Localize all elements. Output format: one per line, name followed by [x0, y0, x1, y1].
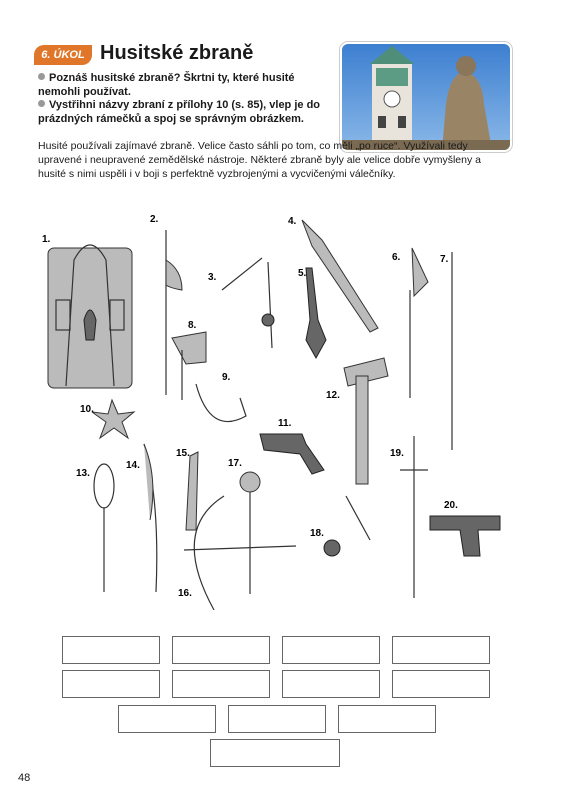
- page-number: 48: [18, 772, 31, 784]
- throwing-star-icon: [92, 400, 134, 438]
- weapon-number: 9.: [222, 372, 231, 383]
- weapon-number: 10.: [80, 404, 94, 415]
- war-scythe-icon: [144, 444, 157, 592]
- pavise-shield-icon: [48, 245, 132, 388]
- answer-box[interactable]: [172, 636, 270, 664]
- bullet-icon: [38, 73, 45, 80]
- instruction-2: Vystřihni názvy zbraní z přílohy 10 (s. 85), vlep je do prázdných rámečků a spoj se správným obrázkem.: [38, 99, 321, 125]
- weapon-number: 17.: [228, 458, 242, 469]
- weapons-illustration: [0, 200, 562, 610]
- weapon-number: 6.: [392, 252, 401, 263]
- weapon-number: 13.: [76, 468, 90, 479]
- answer-box[interactable]: [338, 705, 436, 733]
- glaive-icon: [410, 248, 428, 398]
- answer-box[interactable]: [118, 705, 216, 733]
- axe-icon: [172, 332, 206, 400]
- weapon-number: 20.: [444, 500, 458, 511]
- answer-box[interactable]: [228, 705, 326, 733]
- answer-box[interactable]: [172, 670, 270, 698]
- answer-box[interactable]: [282, 636, 380, 664]
- answer-box[interactable]: [392, 636, 490, 664]
- weapon-number: 15.: [176, 448, 190, 459]
- weapon-number: 18.: [310, 528, 324, 539]
- assault-rifle-icon: [306, 268, 326, 358]
- revolver-icon: [260, 434, 324, 474]
- weapon-number: 11.: [278, 418, 292, 429]
- pistol-icon: [430, 516, 500, 556]
- crossbow-icon: [184, 496, 296, 610]
- war-hammer-icon: [344, 358, 388, 484]
- halberd-icon: [166, 230, 182, 395]
- answer-box[interactable]: [62, 636, 160, 664]
- answer-box[interactable]: [282, 670, 380, 698]
- weapon-number: 1.: [42, 234, 51, 245]
- task-badge: 6. ÚKOL: [34, 45, 92, 65]
- flail-icon: [222, 258, 274, 348]
- instruction-1: Poznáš husitské zbraně? Škrtni ty, které husité nemohli používat.: [38, 72, 295, 98]
- answer-box[interactable]: [392, 670, 490, 698]
- answer-box[interactable]: [62, 670, 160, 698]
- weapon-number: 14.: [126, 460, 140, 471]
- answer-box[interactable]: [210, 739, 340, 767]
- weapon-number: 19.: [390, 448, 404, 459]
- bullet-icon: [38, 100, 45, 107]
- sickle-icon: [196, 384, 246, 422]
- weapon-number: 2.: [150, 214, 159, 225]
- weapon-number: 8.: [188, 320, 197, 331]
- chain-flail-icon: [324, 496, 370, 556]
- weapon-number: 3.: [208, 272, 217, 283]
- intro-paragraph: Husité používali zajímavé zbraně. Velice často sáhli po tom, co měli „po ruce“. Využívali tedy upravené i neupravené zemědělské nástroje. Některé zbraně byly ale velice dobře vymyšleny a husité s nimi uspěli i v boji s perfektně vyzbrojenými a vycvičenými válečníky.: [38, 140, 481, 180]
- tower-statue-photo: [340, 42, 512, 152]
- weapon-number: 7.: [440, 254, 449, 265]
- spiked-mace-icon: [240, 472, 260, 594]
- weapon-number: 16.: [178, 588, 192, 599]
- sword-icon: [400, 436, 428, 598]
- weapon-number: 12.: [326, 390, 340, 401]
- morning-star-icon: [186, 452, 198, 530]
- page-title: Husitské zbraně: [100, 42, 254, 64]
- weapon-number: 4.: [288, 216, 297, 227]
- flail-whisk-icon: [94, 464, 114, 592]
- weapon-number: 5.: [298, 268, 307, 279]
